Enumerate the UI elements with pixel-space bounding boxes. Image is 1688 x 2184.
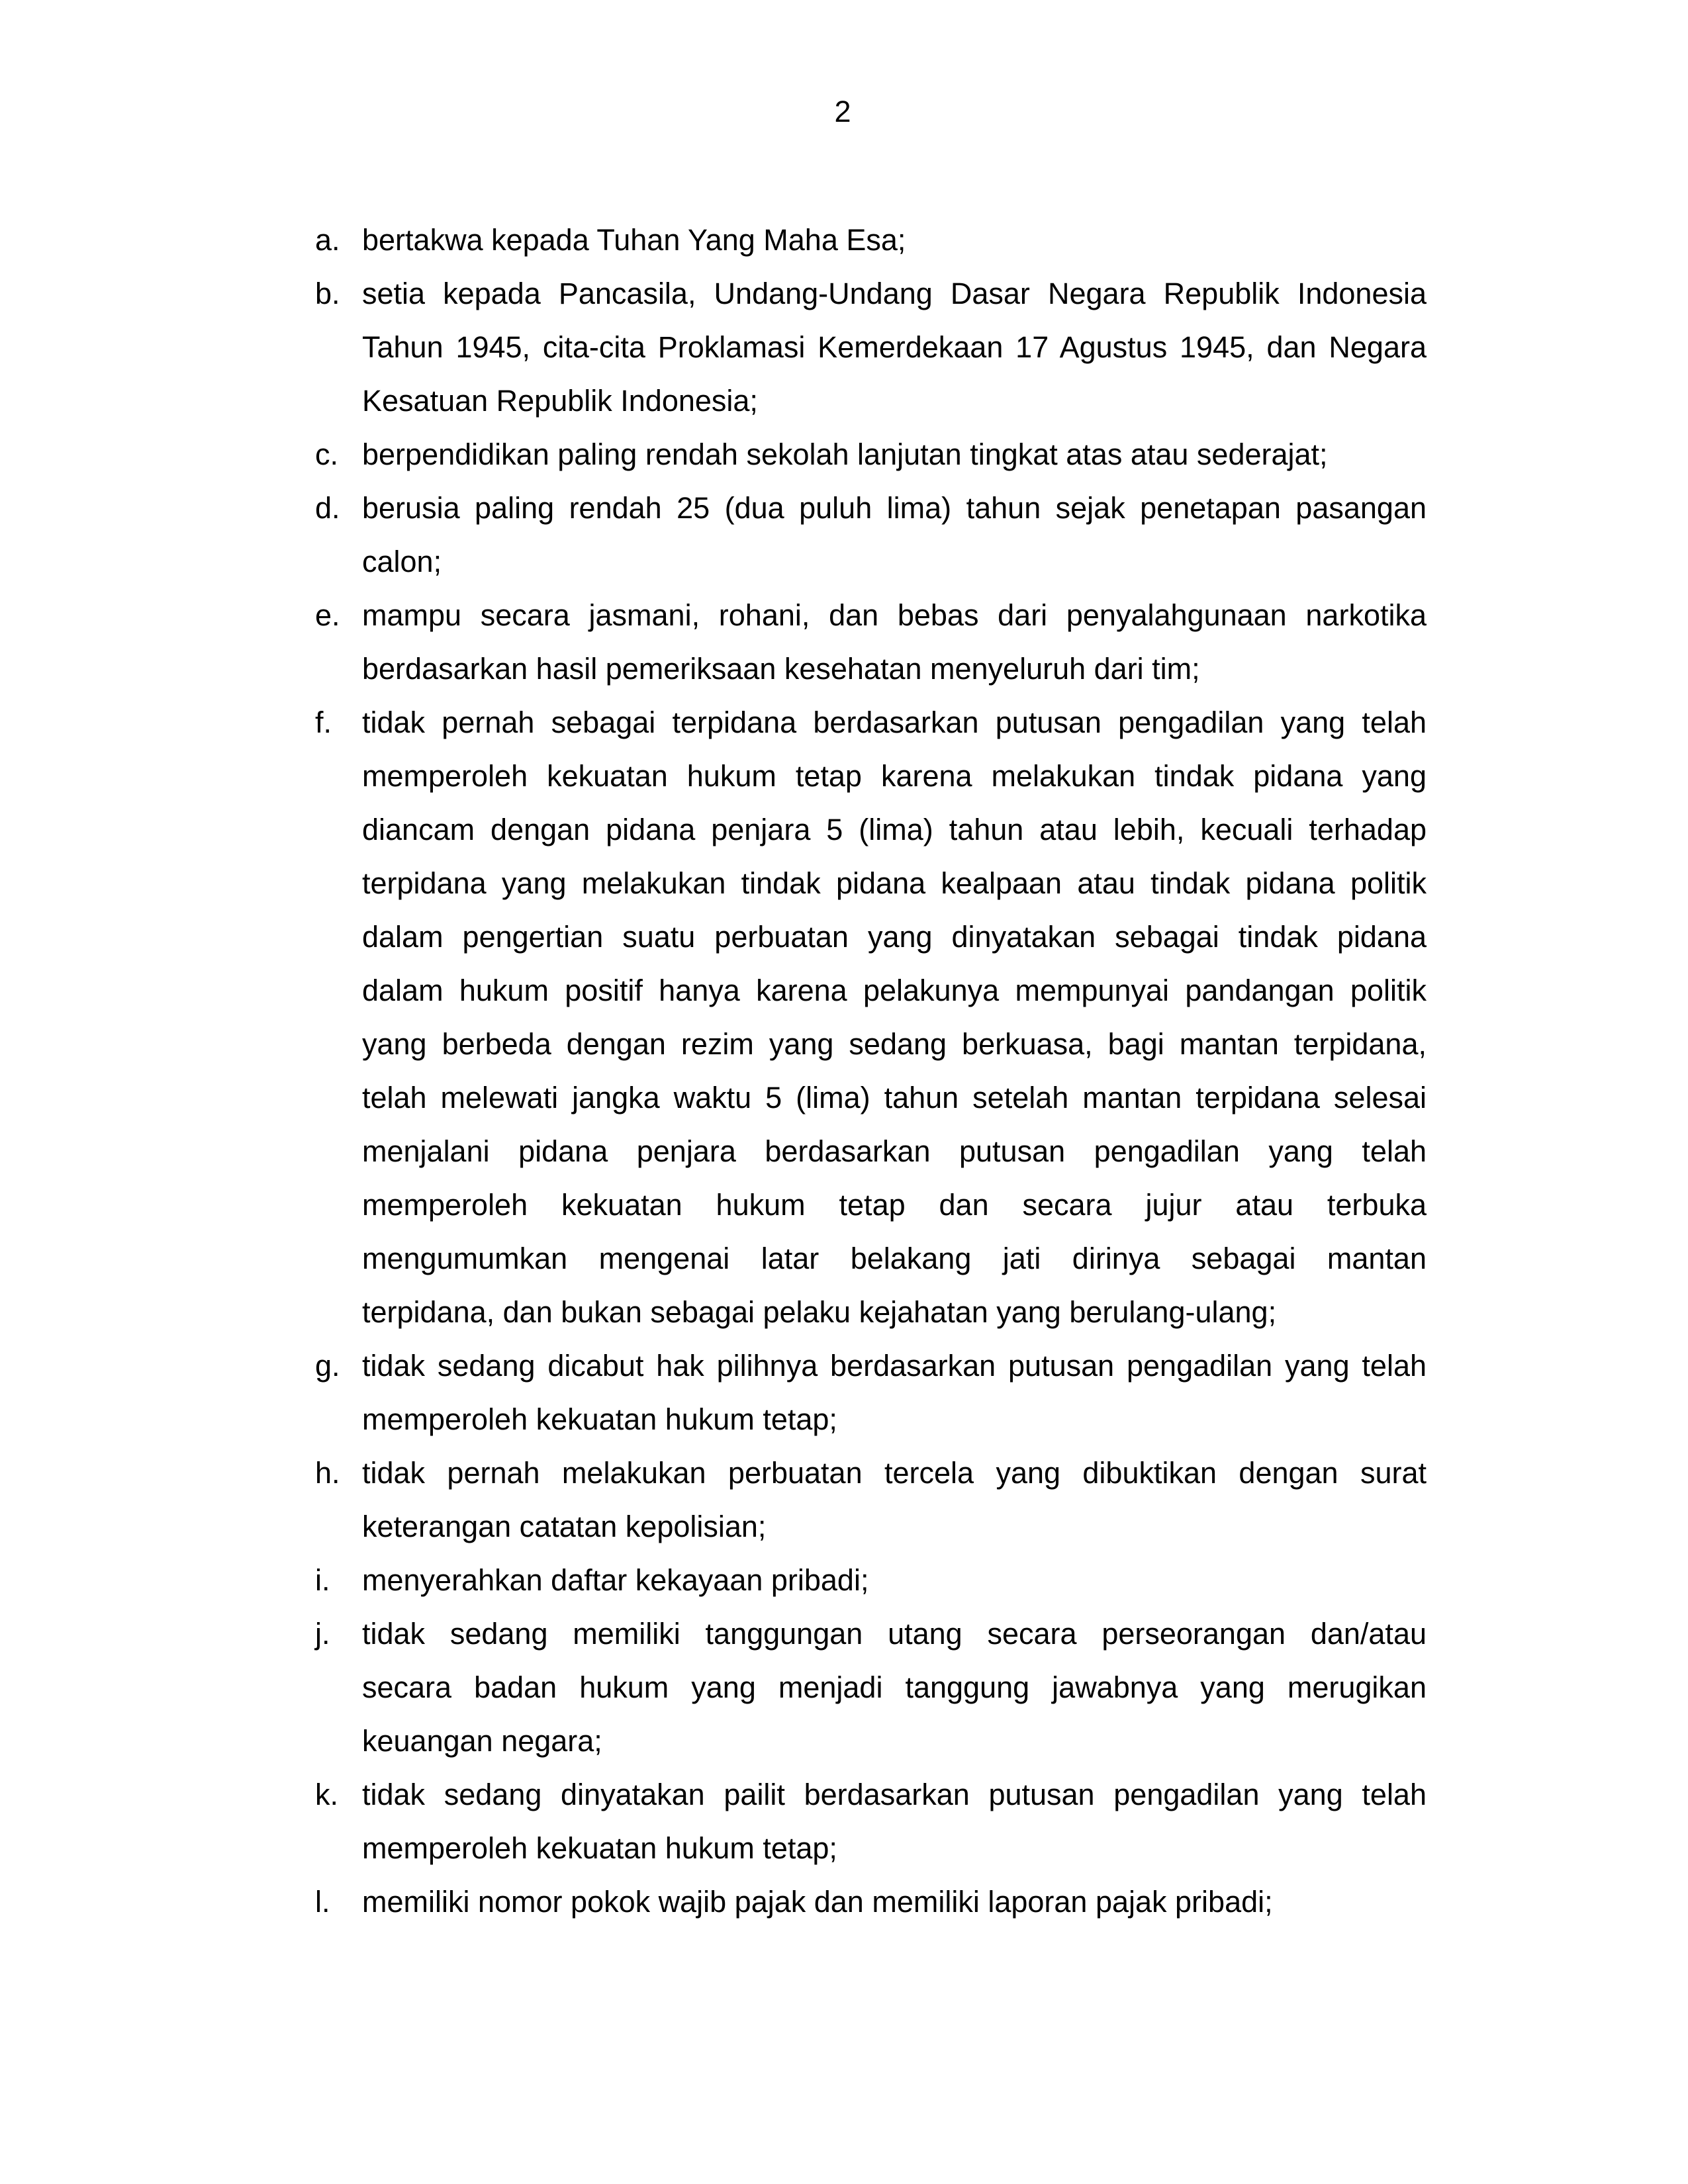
list-item-text xyxy=(362,588,1427,696)
text-line: tidak pernah melakukan perbuatan tercela yang dibuktikan dengan surat xyxy=(362,1456,1427,1490)
list-item-i xyxy=(315,1553,1427,1607)
list-item-label: f. xyxy=(315,705,332,739)
text-line: bertakwa kepada Tuhan Yang Maha Esa; xyxy=(362,223,906,257)
list-item-text xyxy=(362,213,1427,267)
text-line: calon; xyxy=(362,545,442,578)
text-line: tidak sedang memiliki tanggungan utang secara perseorangan dan/atau xyxy=(362,1617,1427,1651)
text-line: memperoleh kekuatan hukum tetap dan secara jujur atau terbuka xyxy=(362,1188,1427,1222)
text-line: mampu secara jasmani, rohani, dan bebas dari penyalahgunaan narkotika xyxy=(362,598,1427,632)
requirements-list xyxy=(315,213,1427,1929)
text-line: memperoleh kekuatan hukum tetap; xyxy=(362,1831,837,1865)
list-item-label: d. xyxy=(315,491,340,525)
text-line: telah melewati jangka waktu 5 (lima) tahun setelah mantan terpidana selesai xyxy=(362,1081,1427,1115)
text-line: berpendidikan paling rendah sekolah lanjutan tingkat atas atau sederajat; xyxy=(362,437,1328,471)
list-item-g xyxy=(315,1339,1427,1446)
list-item-text xyxy=(362,1768,1427,1875)
text-line: berusia paling rendah 25 (dua puluh lima) tahun sejak penetapan pasangan xyxy=(362,491,1427,525)
list-item-label: b. xyxy=(315,277,340,310)
list-item-label: k. xyxy=(315,1778,339,1811)
list-item-label: l. xyxy=(315,1885,330,1919)
text-line: menyerahkan daftar kekayaan pribadi; xyxy=(362,1563,869,1597)
list-item-text xyxy=(362,1607,1427,1768)
list-item-label: g. xyxy=(315,1349,340,1383)
list-item-l xyxy=(315,1875,1427,1929)
list-item-a xyxy=(315,213,1427,267)
text-line: tidak sedang dinyatakan pailit berdasarkan putusan pengadilan yang telah xyxy=(362,1778,1427,1811)
text-line: keterangan catatan kepolisian; xyxy=(362,1510,767,1543)
text-line: setia kepada Pancasila, Undang-Undang Dasar Negara Republik Indonesia xyxy=(362,277,1427,310)
list-item-f xyxy=(315,696,1427,1339)
list-item-text xyxy=(362,481,1427,588)
text-line: tidak sedang dicabut hak pilihnya berdasarkan putusan pengadilan yang telah xyxy=(362,1349,1427,1383)
text-line: berdasarkan hasil pemeriksaan kesehatan menyeluruh dari tim; xyxy=(362,652,1200,686)
list-item-text xyxy=(362,428,1427,481)
text-line: dalam hukum positif hanya karena pelakunya mempunyai pandangan politik xyxy=(362,974,1427,1007)
text-line: terpidana, dan bukan sebagai pelaku kejahatan yang berulang-ulang; xyxy=(362,1295,1277,1329)
list-item-label: a. xyxy=(315,223,340,257)
list-item-label: h. xyxy=(315,1456,340,1490)
list-item-c xyxy=(315,428,1427,481)
list-item-label: i. xyxy=(315,1563,330,1597)
text-line: yang berbeda dengan rezim yang sedang berkuasa, bagi mantan terpidana, xyxy=(362,1027,1427,1061)
text-line: keuangan negara; xyxy=(362,1724,602,1758)
text-line: diancam dengan pidana penjara 5 (lima) tahun atau lebih, kecuali terhadap xyxy=(362,813,1427,846)
list-item-label: c. xyxy=(315,437,339,471)
text-line: secara badan hukum yang menjadi tanggung jawabnya yang merugikan xyxy=(362,1670,1427,1704)
page-number: 2 xyxy=(834,95,851,128)
list-item-d xyxy=(315,481,1427,588)
text-line: memiliki nomor pokok wajib pajak dan memiliki laporan pajak pribadi; xyxy=(362,1885,1273,1919)
list-item-label: j. xyxy=(315,1617,330,1651)
text-line: Kesatuan Republik Indonesia; xyxy=(362,384,758,418)
text-line: tidak pernah sebagai terpidana berdasarkan putusan pengadilan yang telah xyxy=(362,705,1427,739)
list-item-text xyxy=(362,1446,1427,1553)
list-item-k xyxy=(315,1768,1427,1875)
list-item-j xyxy=(315,1607,1427,1768)
text-line: mengumumkan mengenai latar belakang jati dirinya sebagai mantan xyxy=(362,1242,1427,1275)
text-line: dalam pengertian suatu perbuatan yang dinyatakan sebagai tindak pidana xyxy=(362,920,1427,954)
text-line: memperoleh kekuatan hukum tetap; xyxy=(362,1402,837,1436)
list-item-text xyxy=(362,1875,1427,1929)
text-line: Tahun 1945, cita-cita Proklamasi Kemerdekaan 17 Agustus 1945, dan Negara xyxy=(362,330,1427,364)
list-item-h xyxy=(315,1446,1427,1553)
list-item-text xyxy=(362,1339,1427,1446)
text-line: memperoleh kekuatan hukum tetap karena melakukan tindak pidana yang xyxy=(362,759,1427,793)
list-item-text xyxy=(362,267,1427,428)
list-item-b xyxy=(315,267,1427,428)
text-line: menjalani pidana penjara berdasarkan putusan pengadilan yang telah xyxy=(362,1134,1427,1168)
list-item-e xyxy=(315,588,1427,696)
text-line: terpidana yang melakukan tindak pidana kealpaan atau tindak pidana politik xyxy=(362,866,1427,900)
list-item-text xyxy=(362,696,1427,1339)
list-item-label: e. xyxy=(315,598,340,632)
list-item-text xyxy=(362,1553,1427,1607)
